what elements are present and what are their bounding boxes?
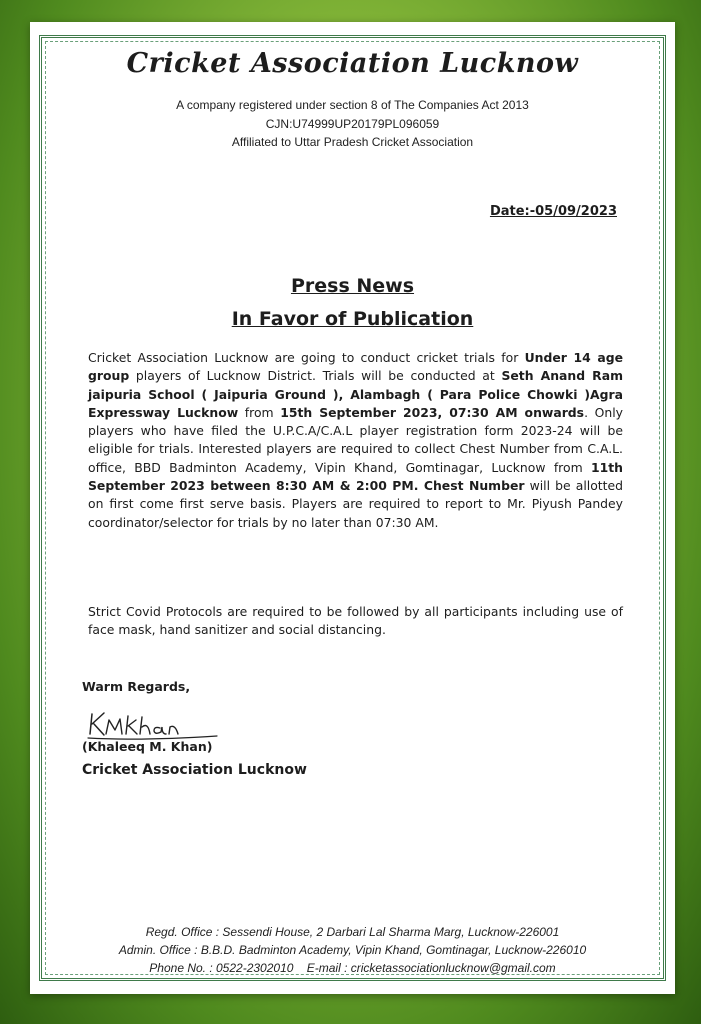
body-bold-run: Seth Anand Ram jaipuria School ( Jaipuria Ground ), Alambagh ( Para Police Chowki )Agra Expressway Lucknow	[88, 368, 623, 420]
body-bold-run: 15th September 2023, 07:30 AM onwards	[280, 404, 585, 420]
body-paragraph-covid: Strict Covid Protocols are required to be followed by all participants including use of face mask, hand sanitizer and social distancing.	[88, 604, 623, 638]
letter-paper	[30, 22, 675, 994]
body-text-run: . Only players who have filed the U.P.C.A/C.A.L player registration form 2023-24 will be eligible for trials. Interested players are required to collect Chest Number from C.A.L. office, BBD Badminton Academy, Vipin Khand, Gomtinagar, Lucknow from	[88, 404, 623, 475]
signatory-name: (Khaleeq M. Khan)	[82, 739, 213, 754]
body-bold-run: Under 14 age group	[88, 350, 623, 384]
handwritten-signature	[82, 708, 232, 742]
cjn-line: CJN:U74999UP20179PL096059	[265, 117, 440, 131]
title-publication: In Favor of Publication	[231, 308, 474, 330]
signatory-organization: Cricket Association Lucknow	[82, 762, 307, 778]
body-text-run: Cricket Association Lucknow are going to conduct cricket trials for	[88, 350, 525, 365]
footer-regd-office: Regd. Office : Sessendi House, 2 Darbari Lal Sharma Marg, Lucknow-226001	[145, 925, 560, 939]
body-text-run: will be allotted on first come first serve basis. Players are required to report to Mr. Piyush Pandey coordinator/selector for trials by no later than 07:30 AM.	[88, 478, 624, 530]
footer-contact: Phone No. : 0522-2302010 E-mail : cricketassociationlucknow@gmail.com	[149, 961, 556, 975]
registration-line: A company registered under section 8 of The Companies Act 2013	[176, 98, 529, 112]
affiliation-line: Affiliated to Uttar Pradesh Cricket Association	[231, 135, 474, 149]
title-press-news: Press News	[290, 275, 415, 297]
body-text-run: players of Lucknow District. Trials will be conducted at	[129, 368, 502, 384]
letter-date: Date:-05/09/2023	[489, 204, 617, 219]
body-text-run: from	[238, 404, 281, 420]
org-logo-title: Cricket Association Lucknow	[126, 48, 579, 79]
body-paragraph-trials	[88, 349, 623, 532]
closing-regards: Warm Regards,	[82, 679, 191, 694]
footer-admin-office: Admin. Office : B.B.D. Badminton Academy, Vipin Khand, Gomtinagar, Lucknow-226010	[118, 943, 587, 957]
body-bold-run: 11th September 2023 between 8:30 AM & 2:00 PM. Chest Number	[88, 459, 623, 494]
